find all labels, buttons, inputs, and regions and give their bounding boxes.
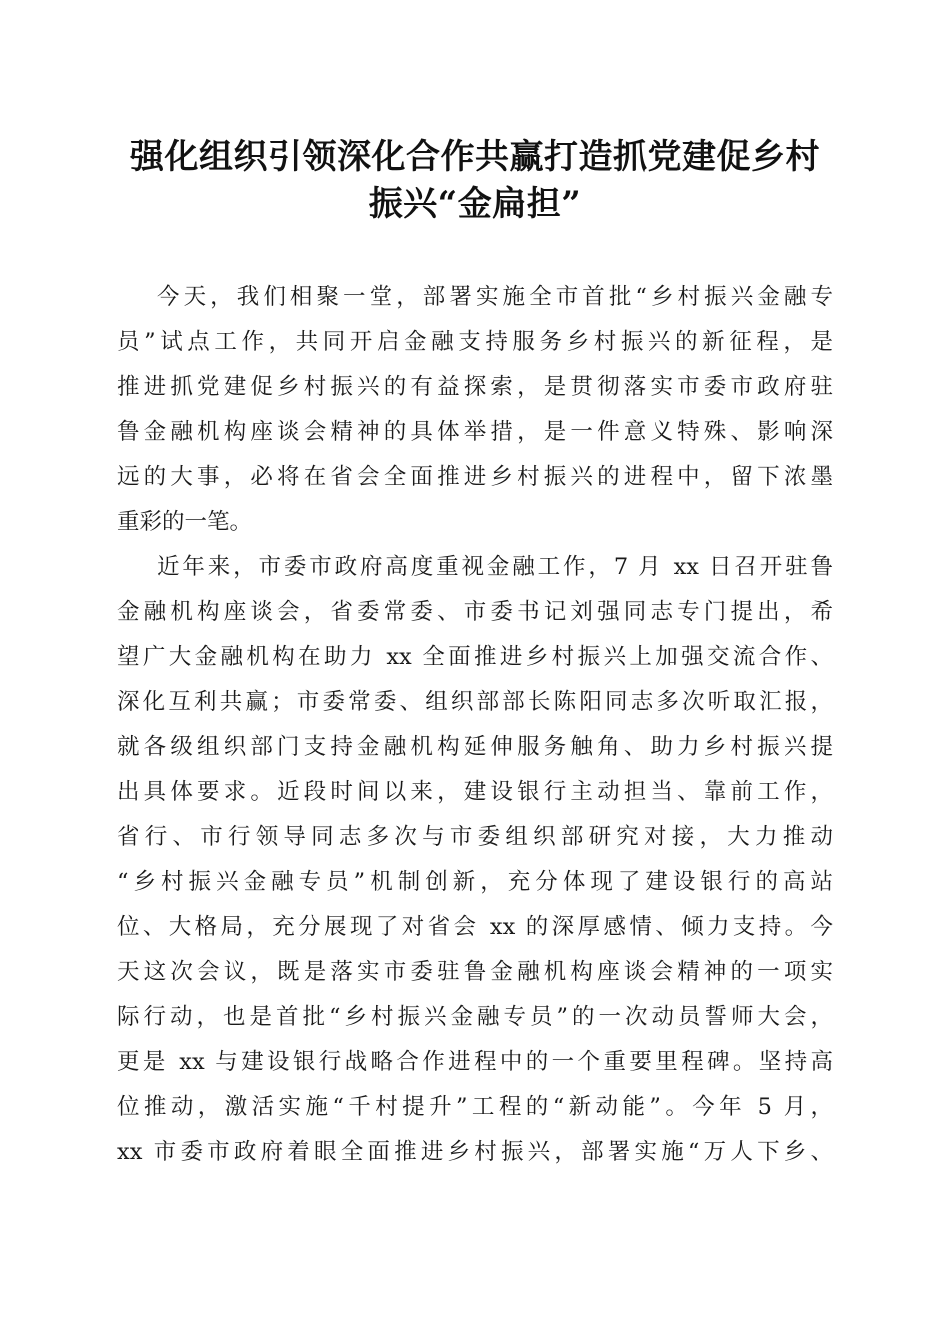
- text-line: 今天，我们相聚一堂，部署实施全市首批“乡村振兴金融专: [157, 284, 833, 310]
- text-line: 远的大事，必将在省会全面推进乡村振兴的进程中，留下浓墨: [117, 464, 833, 490]
- text-line: 望广大金融机构在助力 xx 全面推进乡村振兴上加强交流合作、: [117, 644, 833, 670]
- text-line: 位推动，激活实施“千村提升”工程的“新动能”。今年 5 月，: [117, 1094, 833, 1120]
- text-line: xx 市委市政府着眼全面推进乡村振兴，部署实施“万人下乡、: [117, 1139, 833, 1165]
- document-title: [100, 134, 850, 228]
- text-line: 近年来，市委市政府高度重视金融工作，7 月 xx 日召开驻鲁: [157, 554, 833, 580]
- document-body: [117, 275, 833, 1175]
- text-line: 位、大格局，充分展现了对省会 xx 的深厚感情、倾力支持。今: [117, 914, 833, 940]
- text-line: 际行动，也是首批“乡村振兴金融专员”的一次动员誓师大会，: [117, 1004, 833, 1030]
- text-line: 金融机构座谈会，省委常委、市委书记刘强同志专门提出，希: [117, 599, 833, 625]
- text-line: 深化互利共赢；市委常委、组织部部长陈阳同志多次听取汇报，: [117, 689, 833, 715]
- paragraph: [117, 545, 833, 1175]
- text-line: 推进抓党建促乡村振兴的有益探索，是贯彻落实市委市政府驻: [117, 374, 833, 400]
- text-line: 出具体要求。近段时间以来，建设银行主动担当、靠前工作，: [117, 779, 833, 805]
- text-line: “乡村振兴金融专员”机制创新，充分体现了建设银行的高站: [117, 869, 833, 895]
- title-line-1: 强化组织引领深化合作共赢打造抓党建促乡村: [130, 137, 820, 177]
- text-line: 鲁金融机构座谈会精神的具体举措，是一件意义特殊、影响深: [117, 419, 833, 445]
- paragraph: [117, 275, 833, 545]
- text-line: 重彩的一笔。: [117, 509, 253, 535]
- text-line: 省行、市行领导同志多次与市委组织部研究对接，大力推动: [117, 824, 833, 850]
- text-line: 就各级组织部门支持金融机构延伸服务触角、助力乡村振兴提: [117, 734, 833, 760]
- title-line-2: 振兴“金扁担”: [368, 184, 582, 224]
- text-line: 更是 xx 与建设银行战略合作进程中的一个重要里程碑。坚持高: [117, 1049, 833, 1075]
- text-line: 员”试点工作，共同开启金融支持服务乡村振兴的新征程，是: [117, 329, 833, 355]
- text-line: 天这次会议，既是落实市委驻鲁金融机构座谈会精神的一项实: [117, 959, 833, 985]
